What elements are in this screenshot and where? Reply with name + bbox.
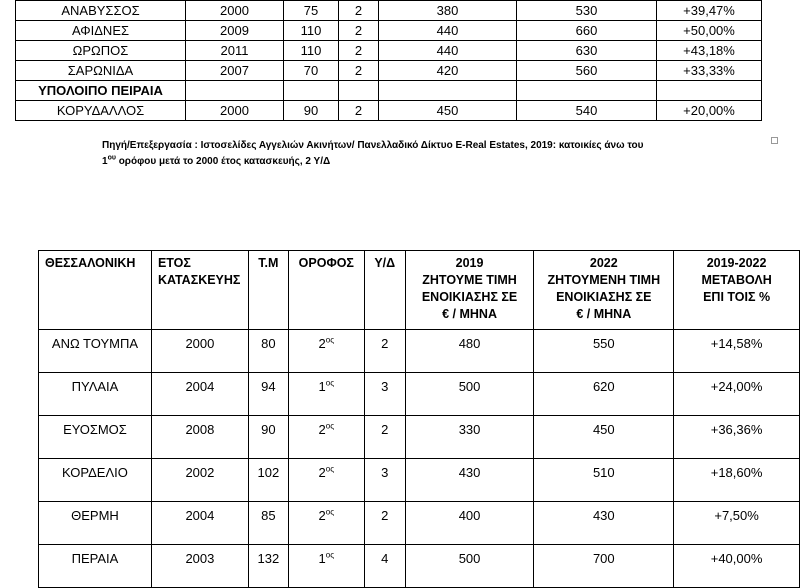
cell-price-2019: 450	[379, 101, 517, 121]
table-row	[16, 1, 762, 21]
cell-year: 2007	[186, 61, 284, 81]
cell-change: +14,58%	[674, 330, 800, 373]
section-label: ΥΠΟΛΟΙΠΟ ΠΕΙΡΑΙΑ	[16, 81, 186, 101]
empty-cell	[379, 81, 517, 101]
cell-price-2022: 450	[534, 416, 674, 459]
cell-floor: $2^{o\varsigma}$	[288, 502, 364, 545]
cell-area: ΠΥΛΑΙΑ	[39, 373, 152, 416]
cell-price-2019: 500	[405, 373, 534, 416]
table-row	[16, 101, 762, 121]
table-row	[39, 373, 800, 416]
cell-area: ΩΡΩΠΟΣ	[16, 41, 186, 61]
table-row	[39, 459, 800, 502]
cell-change: +20,00%	[657, 101, 762, 121]
cell-sqm: 94	[248, 373, 288, 416]
cell-area: ΚΟΡΔΕΛΙΟ	[39, 459, 152, 502]
cell-price-2022: 550	[534, 330, 674, 373]
cell-rooms: 4	[364, 545, 405, 588]
cell-price-2022: 700	[534, 545, 674, 588]
cell-rooms: 2	[364, 502, 405, 545]
header-price-2022: 2022 ΖΗΤΟΥΜΕΝΗ ΤΙΜΗ ΕΝΟΙΚΙΑΣΗΣ ΣΕ € / ΜΗΝΑ	[534, 251, 674, 330]
header-area: ΘΕΣΣΑΛΟΝΙΚΗ	[39, 251, 152, 330]
cell-change: +39,47%	[657, 1, 762, 21]
table-row	[16, 61, 762, 81]
cell-sqm: 70	[284, 61, 339, 81]
cell-price-2019: 430	[405, 459, 534, 502]
cell-floor: $2^{o\varsigma}$	[288, 330, 364, 373]
cell-rooms: 2	[364, 330, 405, 373]
empty-cell	[517, 81, 657, 101]
cell-price-2022: 530	[517, 1, 657, 21]
cell-year: 2011	[186, 41, 284, 61]
cell-sqm: 80	[248, 330, 288, 373]
cell-area: ΠΕΡΑΙΑ	[39, 545, 152, 588]
header-year: ΕΤΟΣ ΚΑΤΑΣΚΕΥΗΣ	[151, 251, 248, 330]
cell-rooms: 2	[339, 101, 379, 121]
cell-price-2022: 430	[534, 502, 674, 545]
cell-area: ΑΝΑΒΥΣΣΟΣ	[16, 1, 186, 21]
cell-change: +18,60%	[674, 459, 800, 502]
cell-floor: $1^{o\varsigma}$	[288, 545, 364, 588]
cell-rooms: 2	[339, 1, 379, 21]
cell-price-2019: 440	[379, 21, 517, 41]
header-price-2019: 2019 ΖΗΤΟΥΜΕ ΤΙΜΗ ΕΝΟΙΚΙΑΣΗΣ ΣΕ € / ΜΗΝΑ	[405, 251, 534, 330]
cell-rooms: 2	[364, 416, 405, 459]
cell-sqm: 132	[248, 545, 288, 588]
cell-price-2019: 500	[405, 545, 534, 588]
cell-price-2019: 440	[379, 41, 517, 61]
anchor-marker	[771, 137, 778, 144]
source-note-line2: $1^{o\upsilon}$ ορόφου μετά το 2000 έτος κατασκευής, 2 Υ/Δ	[102, 154, 331, 167]
attica-rent-table	[15, 0, 762, 121]
cell-price-2022: 540	[517, 101, 657, 121]
cell-rooms: 2	[339, 21, 379, 41]
cell-area: ΚΟΡΥΔΑΛΛΟΣ	[16, 101, 186, 121]
cell-price-2019: 400	[405, 502, 534, 545]
cell-area: ΑΦΙΔΝΕΣ	[16, 21, 186, 41]
cell-floor: $2^{o\varsigma}$	[288, 459, 364, 502]
cell-price-2019: 380	[379, 1, 517, 21]
cell-sqm: 110	[284, 41, 339, 61]
cell-rooms: 2	[339, 61, 379, 81]
cell-sqm: 102	[248, 459, 288, 502]
cell-sqm: 75	[284, 1, 339, 21]
cell-price-2019: 420	[379, 61, 517, 81]
thessaloniki-rent-table	[38, 250, 800, 588]
cell-change: +24,00%	[674, 373, 800, 416]
source-note-line1: Πηγή/Επεξεργασία : Ιστοσελίδες Αγγελιών Ακινήτων/ Πανελλαδικό Δίκτυο E-Real Estates, 2019: κατοικίες άνω του	[102, 140, 644, 151]
cell-year: 2000	[151, 330, 248, 373]
cell-change: +33,33%	[657, 61, 762, 81]
cell-year: 2008	[151, 416, 248, 459]
header-rooms: Υ/Δ	[364, 251, 405, 330]
cell-year: 2003	[151, 545, 248, 588]
cell-rooms: 3	[364, 459, 405, 502]
cell-year: 2004	[151, 502, 248, 545]
table-row	[39, 416, 800, 459]
cell-price-2019: 480	[405, 330, 534, 373]
cell-change: +7,50%	[674, 502, 800, 545]
cell-price-2019: 330	[405, 416, 534, 459]
empty-cell	[284, 81, 339, 101]
empty-cell	[657, 81, 762, 101]
header-sqm: Τ.Μ	[248, 251, 288, 330]
cell-year: 2009	[186, 21, 284, 41]
cell-year: 2000	[186, 101, 284, 121]
section-row	[16, 81, 762, 101]
cell-area: ΘΕΡΜΗ	[39, 502, 152, 545]
cell-rooms: 2	[339, 41, 379, 61]
cell-change: +36,36%	[674, 416, 800, 459]
cell-price-2022: 620	[534, 373, 674, 416]
cell-sqm: 90	[284, 101, 339, 121]
cell-sqm: 90	[248, 416, 288, 459]
cell-year: 2000	[186, 1, 284, 21]
table-row	[16, 41, 762, 61]
header-change: 2019-2022 ΜΕΤΑΒΟΛΗ ΕΠΙ ΤΟΙΣ %	[674, 251, 800, 330]
cell-area: ΕΥΟΣΜΟΣ	[39, 416, 152, 459]
cell-sqm: 110	[284, 21, 339, 41]
empty-cell	[339, 81, 379, 101]
cell-floor: $2^{o\varsigma}$	[288, 416, 364, 459]
header-floor: ΟΡΟΦΟΣ	[288, 251, 364, 330]
cell-price-2022: 660	[517, 21, 657, 41]
cell-year: 2004	[151, 373, 248, 416]
cell-rooms: 3	[364, 373, 405, 416]
cell-area: ΣΑΡΩΝΙΔΑ	[16, 61, 186, 81]
table-row	[16, 21, 762, 41]
cell-change: +50,00%	[657, 21, 762, 41]
header-row	[39, 251, 800, 330]
cell-price-2022: 510	[534, 459, 674, 502]
table-row	[39, 502, 800, 545]
table-row	[39, 330, 800, 373]
cell-price-2022: 630	[517, 41, 657, 61]
cell-floor: $1^{o\varsigma}$	[288, 373, 364, 416]
empty-cell	[186, 81, 284, 101]
cell-change: +40,00%	[674, 545, 800, 588]
cell-area: ΑΝΩ ΤΟΥΜΠΑ	[39, 330, 152, 373]
cell-year: 2002	[151, 459, 248, 502]
cell-sqm: 85	[248, 502, 288, 545]
table-row	[39, 545, 800, 588]
cell-price-2022: 560	[517, 61, 657, 81]
cell-change: +43,18%	[657, 41, 762, 61]
